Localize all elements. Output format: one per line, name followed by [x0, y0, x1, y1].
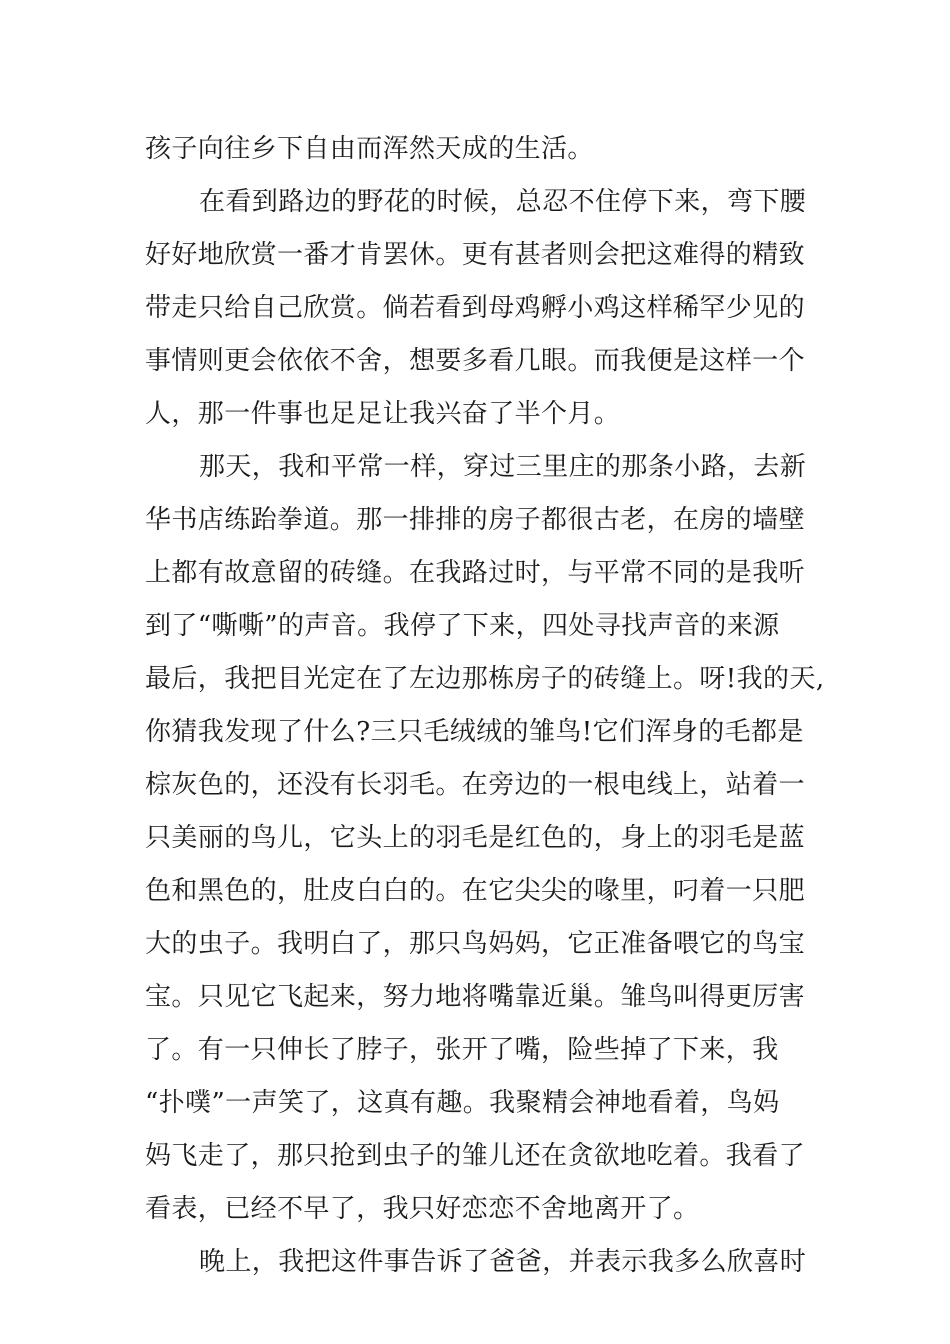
- text-line: 事情则更会依依不舍，想要多看几眼。而我便是这样一个: [145, 346, 806, 376]
- text-line: 看表，已经不早了，我只好恋恋不舍地离开了。: [145, 1194, 700, 1224]
- text-line: 孩子向往乡下自由而浑然天成的生活。: [145, 134, 594, 164]
- paragraph-first-line: 在看到路边的野花的时候，总忍不住停下来，弯下腰: [199, 187, 807, 217]
- essay-text: [145, 123, 825, 1289]
- text-line: 宝。只见它飞起来，努力地将嘴靠近巢。雏鸟叫得更厉害: [145, 982, 806, 1012]
- text-line: 色和黑色的，肚皮白白的。在它尖尖的喙里，叼着一只肥: [145, 876, 806, 906]
- text-line: 大的虫子。我明白了，那只鸟妈妈，它正准备喂它的鸟宝: [145, 929, 806, 959]
- text-line: 好好地欣赏一番才肯罢休。更有甚者则会把这难得的精致: [145, 240, 806, 270]
- text-line: 妈飞走了，那只抢到虫子的雏儿还在贪欲地吃着。我看了: [145, 1141, 806, 1171]
- text-line: 华书店练跆拳道。那一排排的房子都很古老，在房的墙壁: [145, 505, 806, 535]
- text-line: 带走只给自己欣赏。倘若看到母鸡孵小鸡这样稀罕少见的: [145, 293, 806, 323]
- text-line: 了。有一只伸长了脖子，张开了嘴，险些掉了下来，我: [145, 1035, 779, 1065]
- paragraph-first-line: 晚上，我把这件事告诉了爸爸，并表示我多么欣喜时: [199, 1247, 807, 1277]
- text-line: 棕灰色的，还没有长羽毛。在旁边的一根电线上，站着一: [145, 770, 806, 800]
- text-line: 到了“嘶嘶”的声音。我停了下来，四处寻找声音的来源: [145, 611, 780, 641]
- paragraph-first-line: 那天，我和平常一样，穿过三里庄的那条小路，去新: [199, 452, 807, 482]
- text-line: 你猜我发现了什么?三只毛绒绒的雏鸟!它们浑身的毛都是: [145, 717, 804, 747]
- text-line: 最后，我把目光定在了左边那栋房子的砖缝上。呀!我的天,: [145, 664, 825, 694]
- text-line: 只美丽的鸟儿，它头上的羽毛是红色的，身上的羽毛是蓝: [145, 823, 806, 853]
- text-line: 上都有故意留的砖缝。在我路过时，与平常不同的是我听: [145, 558, 806, 588]
- text-line: 人，那一件事也足足让我兴奋了半个月。: [145, 399, 621, 429]
- text-line: “扑噗”一声笑了，这真有趣。我聚精会神地看着，鸟妈: [145, 1088, 780, 1118]
